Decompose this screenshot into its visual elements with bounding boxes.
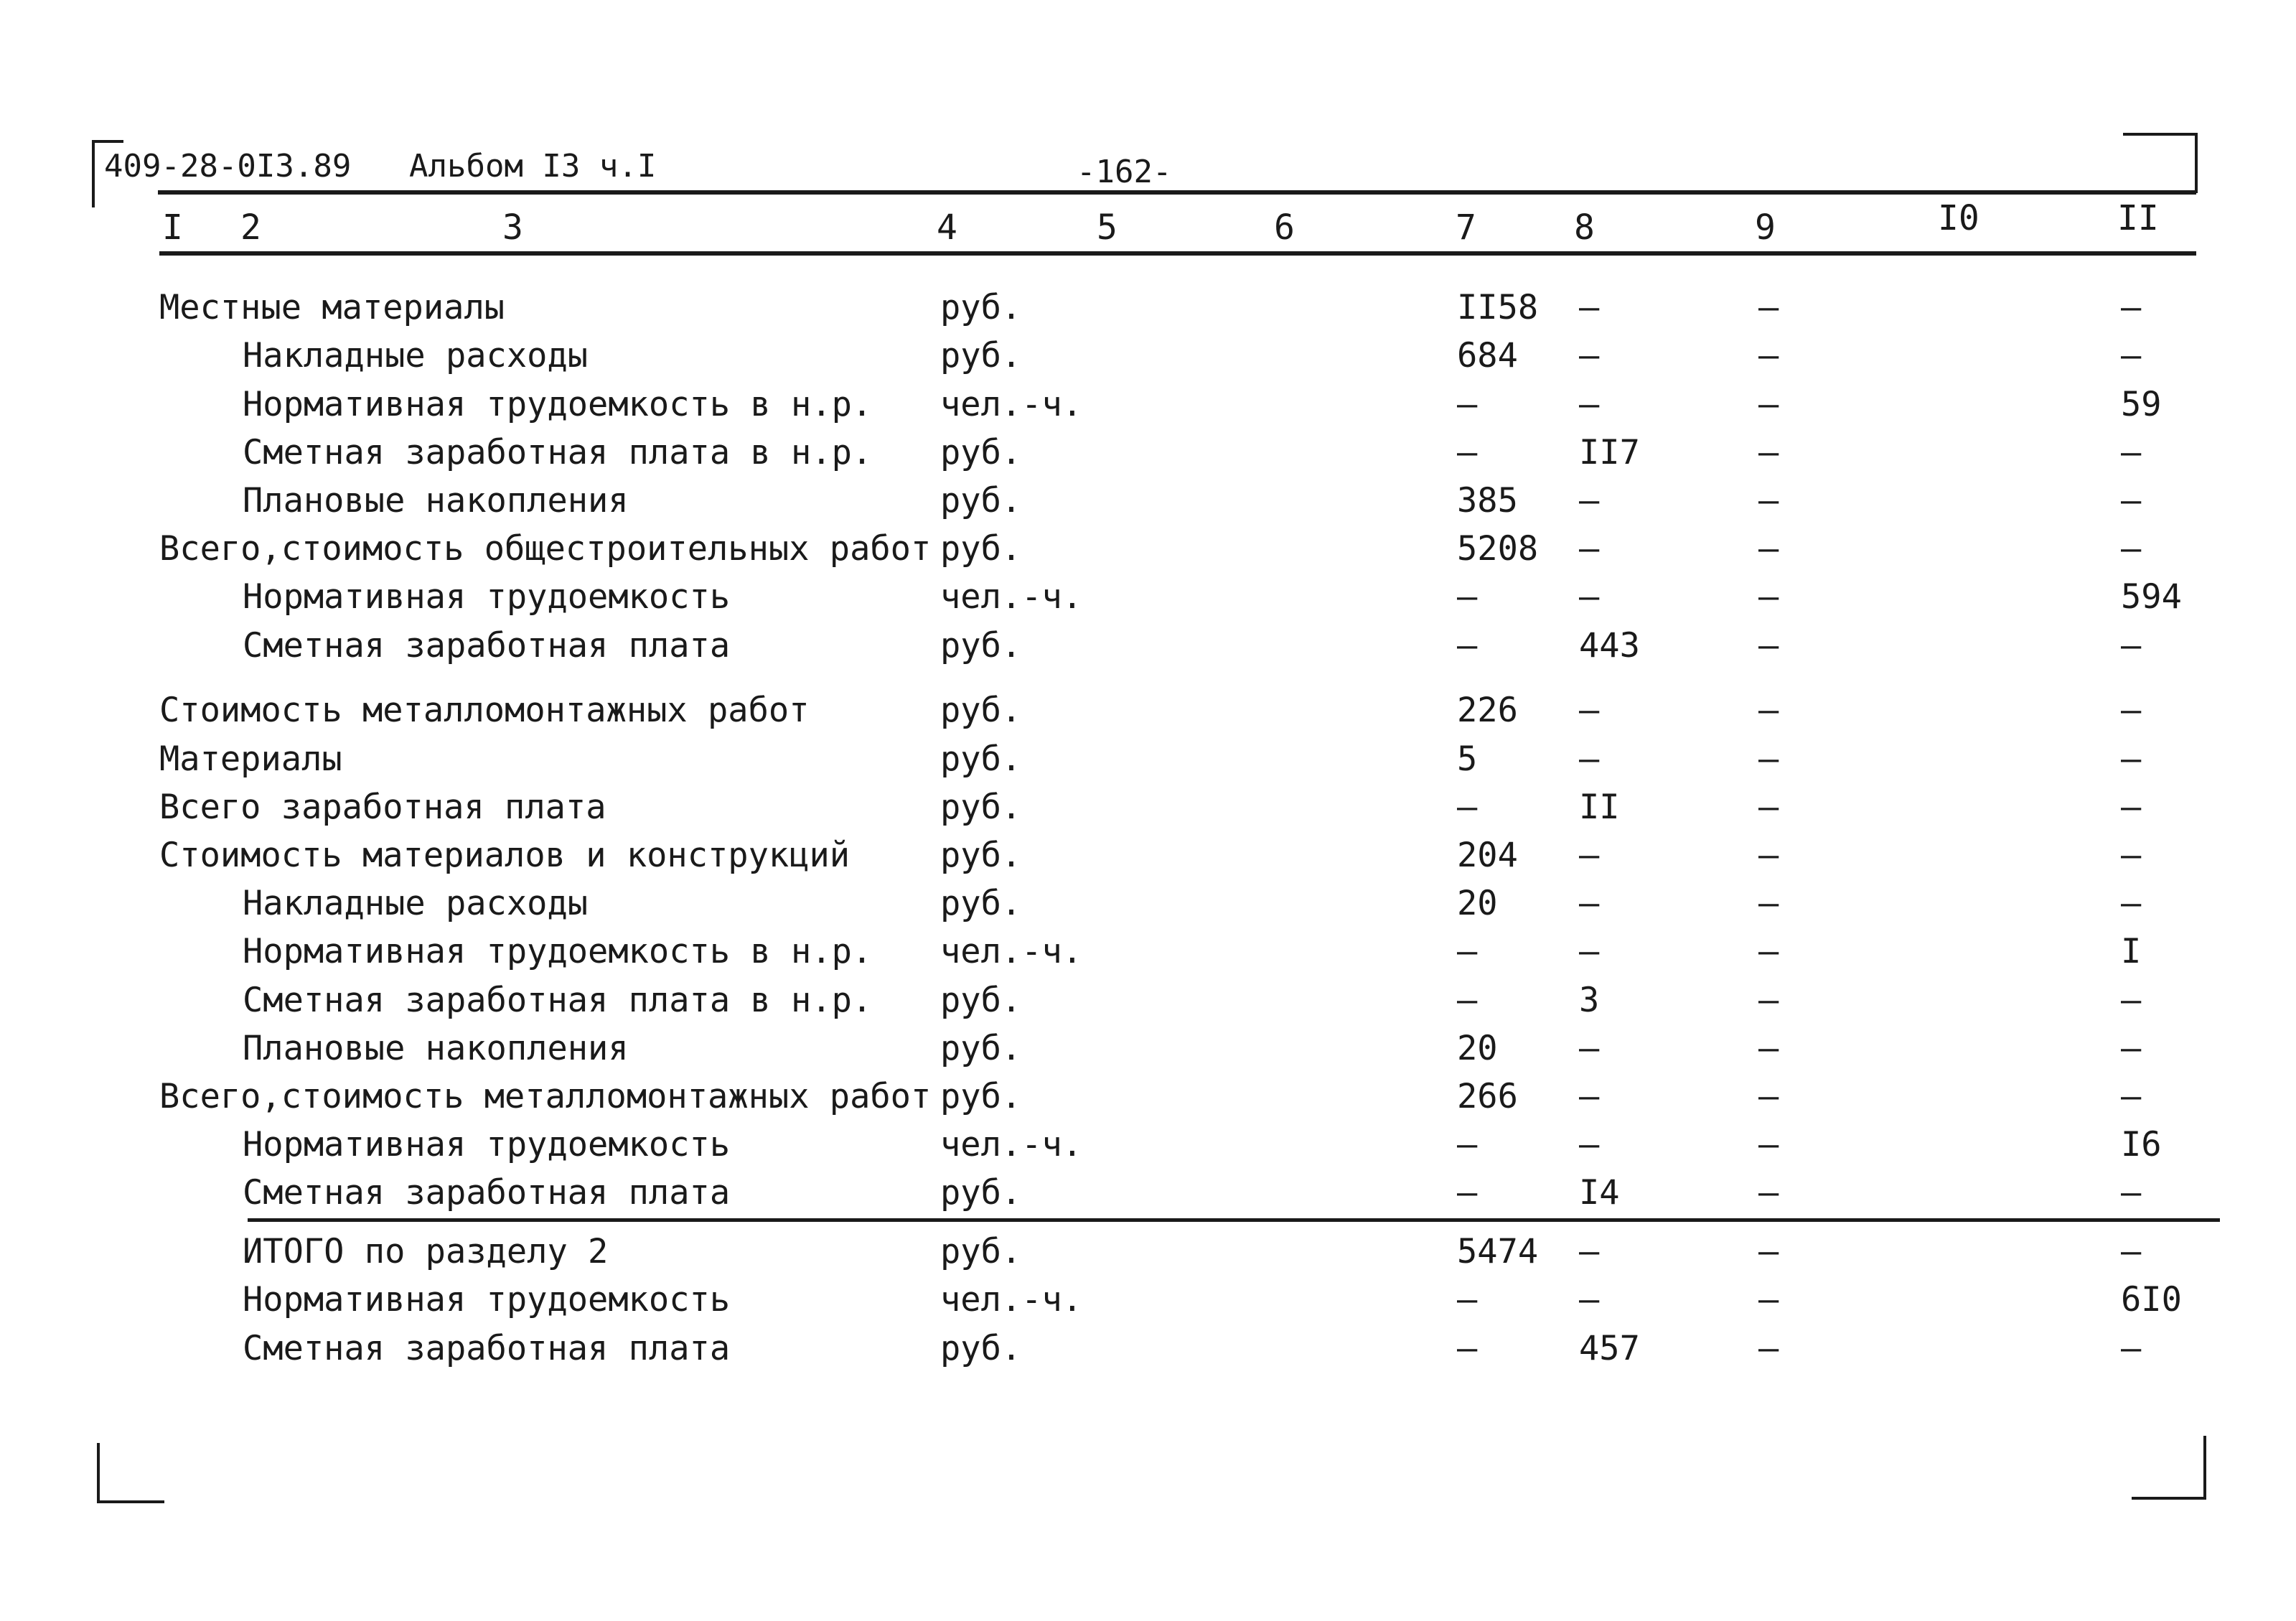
row-col9-value: – — [1758, 932, 1779, 971]
row-col7-value: – — [1457, 1173, 1478, 1213]
column-number-7: 7 — [1456, 207, 1476, 248]
row-col11-value: – — [2121, 1173, 2142, 1213]
row-col8-value: – — [1579, 577, 1600, 617]
row-col8-value: II7 — [1579, 433, 1640, 472]
row-col8-value: 457 — [1579, 1329, 1640, 1368]
row-col11-value: – — [2121, 481, 2142, 520]
column-number-9: 9 — [1755, 207, 1776, 248]
row-col7-value: – — [1457, 1329, 1478, 1368]
row-col7-value: 5208 — [1457, 529, 1539, 569]
row-col7-value: 226 — [1457, 691, 1518, 730]
row-unit: чел.-ч. — [940, 385, 1083, 424]
row-name: Стоимость материалов и конструкций — [159, 836, 851, 875]
row-col7-value: 20 — [1457, 884, 1498, 923]
row-col9-value: – — [1758, 433, 1779, 472]
row-col11-value: 6I0 — [2121, 1280, 2182, 1319]
row-unit: руб. — [940, 1029, 1022, 1068]
row-name: Накладные расходы — [243, 336, 589, 375]
row-col11-value: – — [2121, 788, 2142, 827]
row-col8-value: – — [1579, 336, 1600, 375]
row-col9-value: – — [1758, 1029, 1779, 1068]
row-col7-value: 5474 — [1457, 1232, 1539, 1271]
row-unit: руб. — [940, 626, 1022, 665]
row-col8-value: – — [1579, 385, 1600, 424]
row-name: Местные материалы — [159, 288, 505, 327]
table-row — [0, 1280, 2296, 1332]
row-name: Нормативная трудоемкость — [243, 1125, 731, 1164]
table-row — [0, 336, 2296, 388]
row-col7-value: 266 — [1457, 1077, 1518, 1116]
row-col8-value: – — [1579, 1125, 1600, 1164]
row-col7-value: – — [1457, 1280, 1478, 1319]
row-name: Сметная заработная плата — [243, 1173, 731, 1213]
row-col11-value: – — [2121, 836, 2142, 875]
total-rule — [248, 1218, 2220, 1222]
row-col9-value: – — [1758, 1329, 1779, 1368]
row-unit: чел.-ч. — [940, 577, 1083, 617]
row-name: Плановые накопления — [243, 481, 629, 520]
table-row — [0, 838, 2296, 887]
row-col11-value: – — [2121, 981, 2142, 1020]
table-row — [0, 981, 2296, 1032]
row-col9-value: – — [1758, 1077, 1779, 1116]
row-unit: руб. — [940, 981, 1022, 1020]
row-col8-value: – — [1579, 481, 1600, 520]
row-col9-value: – — [1758, 577, 1779, 617]
column-number-2: 2 — [240, 207, 261, 248]
row-col11-value: 59 — [2121, 385, 2162, 424]
row-col9-value: – — [1758, 385, 1779, 424]
table-row — [0, 1232, 2296, 1284]
row-col11-value: 594 — [2121, 577, 2182, 617]
table-row — [0, 433, 2296, 485]
row-col8-value: – — [1579, 836, 1600, 875]
row-col7-value: 5 — [1457, 739, 1478, 779]
row-col8-value: – — [1579, 1029, 1600, 1068]
row-unit: руб. — [940, 1173, 1022, 1213]
table-row — [0, 577, 2296, 629]
row-col9-value: – — [1758, 1280, 1779, 1319]
column-number-5: 5 — [1097, 207, 1117, 248]
row-col8-value: – — [1579, 1280, 1600, 1319]
row-col9-value: – — [1758, 788, 1779, 827]
row-name: Сметная заработная плата в н.р. — [243, 433, 873, 472]
row-col8-value: – — [1579, 1232, 1600, 1271]
row-col8-value: – — [1579, 884, 1600, 923]
row-col8-value: – — [1579, 529, 1600, 569]
row-col7-value: 684 — [1457, 336, 1518, 375]
table-row — [0, 739, 2296, 791]
row-col8-value: – — [1579, 691, 1600, 730]
row-col11-value: – — [2121, 739, 2142, 779]
row-name: Сметная заработная плата — [243, 626, 731, 665]
row-name: Плановые накопления — [243, 1029, 629, 1068]
row-col9-value: – — [1758, 739, 1779, 779]
row-col7-value: II58 — [1457, 288, 1539, 327]
row-col11-value: – — [2121, 884, 2142, 923]
row-unit: чел.-ч. — [940, 932, 1083, 971]
corner-bracket-bottom-left — [97, 1443, 164, 1503]
row-unit: руб. — [940, 481, 1022, 520]
table-row — [0, 481, 2296, 533]
row-col9-value: – — [1758, 691, 1779, 730]
row-col7-value: – — [1457, 932, 1478, 971]
row-name: Всего,стоимость металломонтажных работ — [159, 1077, 932, 1116]
row-unit: руб. — [940, 288, 1022, 327]
row-col7-value: – — [1457, 385, 1478, 424]
row-col8-value: I4 — [1579, 1173, 1620, 1213]
row-name: Нормативная трудоемкость в н.р. — [243, 932, 873, 971]
table-row — [0, 529, 2296, 581]
row-unit: руб. — [940, 691, 1022, 730]
album-label: Альбом I3 ч.I — [409, 148, 657, 184]
row-col9-value: – — [1758, 481, 1779, 520]
row-col8-value: – — [1579, 288, 1600, 327]
column-header-rule — [159, 251, 2196, 256]
row-unit: чел.-ч. — [940, 1280, 1083, 1319]
row-col9-value: – — [1758, 336, 1779, 375]
row-col11-value: – — [2121, 1077, 2142, 1116]
header-rule — [158, 190, 2196, 195]
row-col9-value: – — [1758, 836, 1779, 875]
page-number: -162- — [1077, 154, 1172, 190]
row-col11-value: – — [2121, 1029, 2142, 1068]
row-unit: руб. — [940, 1329, 1022, 1368]
table-row — [0, 1329, 2296, 1381]
row-col7-value: – — [1457, 1125, 1478, 1164]
column-number-3: 3 — [502, 207, 523, 248]
row-unit: руб. — [940, 529, 1022, 569]
table-row — [0, 1029, 2296, 1080]
row-col7-value: – — [1457, 626, 1478, 665]
row-name: Сметная заработная плата — [243, 1329, 731, 1368]
row-col11-value: – — [2121, 1329, 2142, 1368]
row-col8-value: 3 — [1579, 981, 1600, 1020]
row-name: Материалы — [159, 739, 342, 779]
row-col9-value: — — [1758, 1125, 1779, 1164]
row-name: Нормативная трудоемкость — [243, 577, 731, 617]
row-unit: руб. — [940, 884, 1022, 923]
table-row — [0, 1125, 2296, 1177]
row-col11-value: – — [2121, 626, 2142, 665]
column-number-11: II — [2117, 198, 2159, 238]
column-number-1: I — [162, 207, 183, 248]
table-row — [0, 884, 2296, 935]
column-number-10: I0 — [1938, 198, 1979, 238]
row-col7-value: 204 — [1457, 836, 1518, 875]
table-row — [0, 932, 2296, 984]
row-col11-value: I6 — [2121, 1125, 2162, 1164]
row-col11-value: – — [2121, 529, 2142, 569]
row-unit: чел.-ч. — [940, 1125, 1083, 1164]
row-col7-value: – — [1457, 981, 1478, 1020]
row-col11-value: – — [2121, 336, 2142, 375]
row-name: Нормативная трудоемкость в н.р. — [243, 385, 873, 424]
row-col11-value: – — [2121, 691, 2142, 730]
table-row — [0, 626, 2296, 678]
row-col9-value: – — [1758, 884, 1779, 923]
document-code: 409-28-0I3.89 — [104, 148, 352, 184]
table-row — [0, 385, 2296, 436]
row-unit: руб. — [940, 433, 1022, 472]
row-unit: руб. — [940, 1077, 1022, 1116]
row-name: Стоимость металломонтажных работ — [159, 691, 810, 730]
column-number-8: 8 — [1574, 207, 1595, 248]
column-number-4: 4 — [937, 207, 957, 248]
row-col9-value: – — [1758, 288, 1779, 327]
table-row — [0, 1077, 2296, 1129]
row-col8-value: – — [1579, 1077, 1600, 1116]
row-name: Всего заработная плата — [159, 788, 606, 827]
row-col11-value: I — [2121, 932, 2142, 971]
row-col8-value: – — [1579, 932, 1600, 971]
row-unit: руб. — [940, 836, 1022, 875]
table-row — [0, 288, 2296, 340]
row-col9-value: – — [1758, 626, 1779, 665]
row-col9-value: – — [1758, 981, 1779, 1020]
row-col11-value: – — [2121, 1232, 2142, 1271]
table-row — [0, 790, 2296, 839]
row-col7-value: – — [1457, 577, 1478, 617]
column-number-6: 6 — [1274, 207, 1295, 248]
row-col7-value: – — [1457, 788, 1478, 827]
row-col7-value: 20 — [1457, 1029, 1498, 1068]
row-col8-value: 443 — [1579, 626, 1640, 665]
row-name: Нормативная трудоемкость — [243, 1280, 731, 1319]
table-row — [0, 1173, 2296, 1225]
row-col9-value: – — [1758, 529, 1779, 569]
row-col9-value: – — [1758, 1232, 1779, 1271]
row-name: Сметная заработная плата в н.р. — [243, 981, 873, 1020]
row-col8-value: II — [1579, 788, 1620, 827]
row-name: Накладные расходы — [243, 884, 589, 923]
table-row — [0, 693, 2296, 742]
row-col11-value: – — [2121, 288, 2142, 327]
row-unit: руб. — [940, 1232, 1022, 1271]
row-unit: руб. — [940, 739, 1022, 779]
row-unit: руб. — [940, 336, 1022, 375]
row-col9-value: – — [1758, 1173, 1779, 1213]
row-col7-value: 385 — [1457, 481, 1518, 520]
corner-bracket-top-right — [2123, 133, 2198, 193]
row-col8-value: – — [1579, 739, 1600, 779]
row-col11-value: – — [2121, 433, 2142, 472]
row-col7-value: – — [1457, 433, 1478, 472]
row-unit: руб. — [940, 788, 1022, 827]
row-name: ИТОГО по разделу 2 — [243, 1232, 609, 1271]
corner-bracket-bottom-right — [2132, 1436, 2206, 1500]
row-name: Всего,стоимость общестроительных работ — [159, 529, 932, 569]
